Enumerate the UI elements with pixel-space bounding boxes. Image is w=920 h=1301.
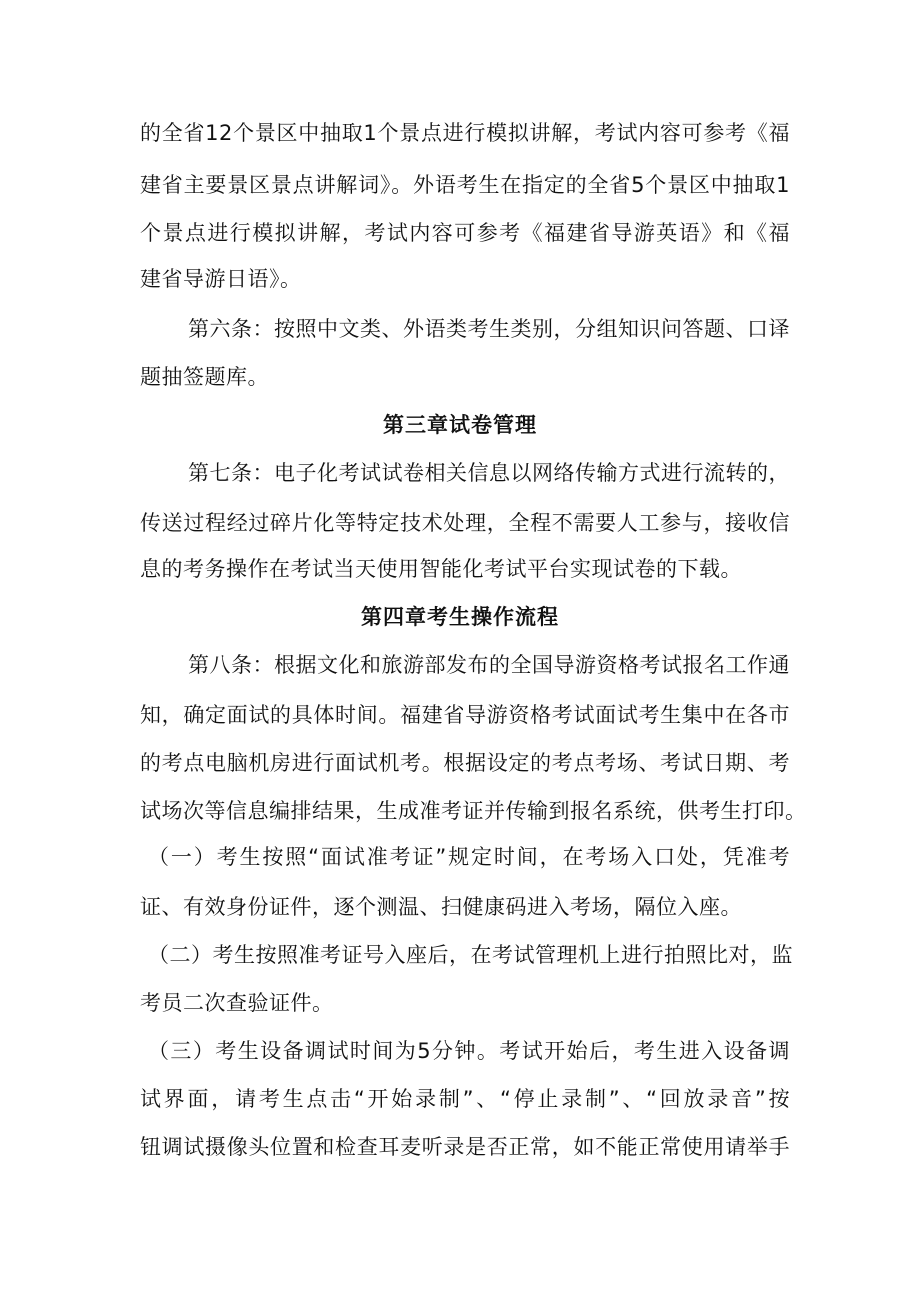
article-8-line: 第八条：根据文化和旅游部发布的全国导游资格考试报名工作通 <box>188 653 790 677</box>
paragraph-line: 试界面，请考生点击“开始录制”、“停止录制”、“回放录音”按 <box>140 1087 790 1111</box>
chapter-4-heading: 第四章考生操作流程 <box>361 605 559 629</box>
paragraph-line: 考员二次查验证件。 <box>140 991 334 1015</box>
list-item-3-line: （三）考生设备调试时间为5分钟。考试开始后，考生进入设备调 <box>148 1039 790 1063</box>
article-6-line: 第六条：按照中文类、外语类考生类别，分组知识问答题、口译 <box>188 317 790 341</box>
paragraph-line: 的考点电脑机房进行面试机考。根据设定的考点考场、考试日期、考 <box>140 751 790 775</box>
paragraph-line: 证、有效身份证件，逐个测温、扫健康码进入考场，隔位入座。 <box>140 895 742 919</box>
paragraph-line: 建省主要景区景点讲解词》。外语考生在指定的全省5个景区中抽取1 <box>140 173 790 197</box>
paragraph-line: 传送过程经过碎片化等特定技术处理，全程不需要人工参与，接收信 <box>140 511 790 535</box>
paragraph-line: 钮调试摄像头位置和检查耳麦听录是否正常，如不能正常使用请举手 <box>140 1135 790 1159</box>
paragraph-line: 建省导游日语》。 <box>140 267 302 291</box>
paragraph-line: 知，确定面试的具体时间。福建省导游资格考试面试考生集中在各市 <box>140 703 790 727</box>
paragraph-line: 个景点进行模拟讲解，考试内容可参考《福建省导游英语》和《福 <box>140 221 790 245</box>
list-item-2-line: （二）考生按照准考证号入座后，在考试管理机上进行拍照比对，监 <box>148 943 793 967</box>
article-7-line: 第七条：电子化考试试卷相关信息以网络传输方式进行流转的， <box>188 461 790 485</box>
paragraph-line: 息的考务操作在考试当天使用智能化考试平台实现试卷的下载。 <box>140 557 742 581</box>
paragraph-line: 试场次等信息编排结果，生成准考证并传输到报名系统，供考生打印。 <box>140 799 807 823</box>
list-item-1-line: （一）考生按照“面试准考证”规定时间，在考场入口处，凭准考 <box>148 845 790 869</box>
paragraph-line: 的全省12个景区中抽取1个景点进行模拟讲解，考试内容可参考《福 <box>140 121 790 145</box>
chapter-3-heading: 第三章试卷管理 <box>383 413 537 437</box>
paragraph-line: 题抽签题库。 <box>140 365 269 389</box>
